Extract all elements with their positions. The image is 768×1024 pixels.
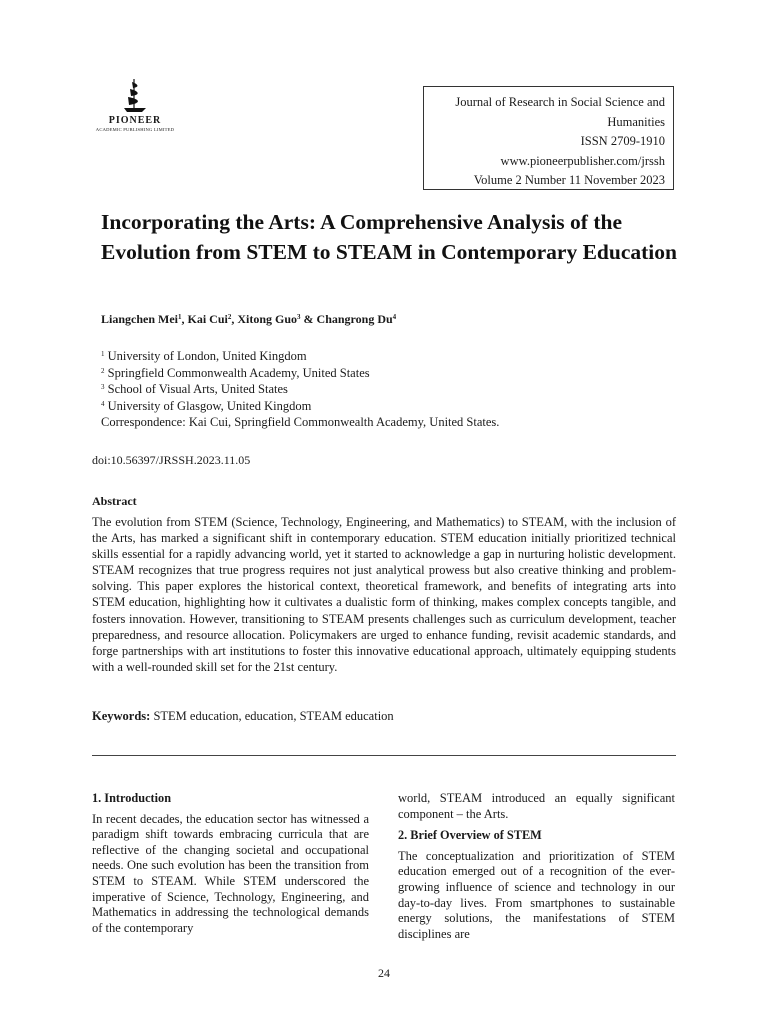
keywords-label: Keywords: — [92, 709, 151, 723]
affiliations — [101, 348, 499, 431]
doi-link[interactable]: doi:10.56397/JRSSH.2023.11.05 — [92, 453, 251, 467]
ship-logo-icon — [120, 78, 150, 114]
correspondence: Correspondence: Kai Cui, Springfield Commonwealth Academy, United States. — [101, 415, 500, 430]
abstract-text: The evolution from STEM (Science, Technology, Engineering, and Mathematics) to STEAM, with the inclusion of the Arts, has marked a significant shift in contemporary education. STEM education initially prioritized technical skills essential for a rapidly advancing world, yet it started to acknowledge a gap in nurturing holistic development. STEAM recognizes that true progress requires not just analytical prowess but also creative thinking and problem-solving. This paper explores the historical context, theoretical framework, and benefits of integrating arts into STEM education, highlighting how it cultivates a dualistic form of thinking, makes complex concepts tangible, and fosters innovation. However, transitioning to STEAM presents challenges such as curriculum development, teacher preparedness, and resource allocation. Policymakers are urged to enhance funding, revisit academic standards, and forge partnerships with art institutions to foster this innovative educational approach, ultimately equipping students with a well-rounded skill set for the 21st century. — [92, 515, 676, 674]
journal-name-line2: Humanities — [607, 114, 665, 129]
author-list — [101, 312, 396, 327]
affiliation-item: $^3$ School of Visual Arts, United States — [101, 382, 288, 397]
keywords-list: STEM education, education, STEAM education — [153, 709, 394, 723]
section-heading-introduction: 1. Introduction — [92, 791, 172, 805]
journal-issn: ISSN 2709-1910 — [580, 134, 665, 148]
section-divider — [92, 755, 676, 756]
affiliation-item: $^1$ University of London, United Kingdom — [101, 349, 307, 363]
author: Changrong Du$^4$ — [316, 312, 397, 326]
affiliation-item: $^2$ Springfield Commonwealth Academy, United States — [101, 365, 370, 380]
stem-overview-paragraph: The conceptualization and prioritization of STEM education emerged out of a recognition of the ever-growing influence of science and technology in our day-to-day lives. From smartphones to sustainable energy solutions, the manifestations of STEM disciplines are — [398, 848, 675, 941]
publisher-logo — [92, 78, 178, 132]
journal-volume: Volume 2 Number 11 November 2023 — [473, 173, 665, 187]
publisher-name: PIONEER — [108, 115, 162, 126]
left-column — [92, 791, 369, 940]
keywords — [92, 709, 394, 724]
paper-title: Incorporating the Arts: A Comprehensive Analysis of the Evolution from STEM to STEAM in Contemporary Education — [101, 210, 677, 264]
journal-name-line1: Journal of Research in Social Science and — [455, 95, 665, 109]
right-column — [398, 791, 675, 946]
author: Liangchen Mei$^1$, — [101, 312, 188, 326]
affiliation-item: $^4$ University of Glasgow, United Kingdom — [101, 398, 312, 413]
author: Xitong Guo$^3$ & — [237, 312, 317, 326]
page-number: 24 — [378, 966, 390, 980]
introduction-paragraph: In recent decades, the education sector has witnessed a paradigm shift towards embracing curricula that are reflective of the changing societal and occupational needs. One such evolution has been the transition from STEM to STEAM. While STEM underscored the imperative of Science, Technology, Engineering, and Mathematics in addressing the technological demands of the contemporary — [92, 811, 369, 935]
section-heading-stem-overview: 2. Brief Overview of STEM — [398, 828, 542, 843]
abstract-heading: Abstract — [92, 494, 137, 508]
publisher-subtitle: ACADEMIC PUBLISHING LIMITED — [95, 127, 175, 132]
author: Kai Cui$^2$, — [187, 312, 238, 326]
introduction-continued: world, STEAM introduced an equally significant component – the Arts. — [398, 791, 675, 821]
journal-info-box — [423, 86, 674, 190]
journal-url: www.pioneerpublisher.com/jrssh — [500, 153, 665, 168]
